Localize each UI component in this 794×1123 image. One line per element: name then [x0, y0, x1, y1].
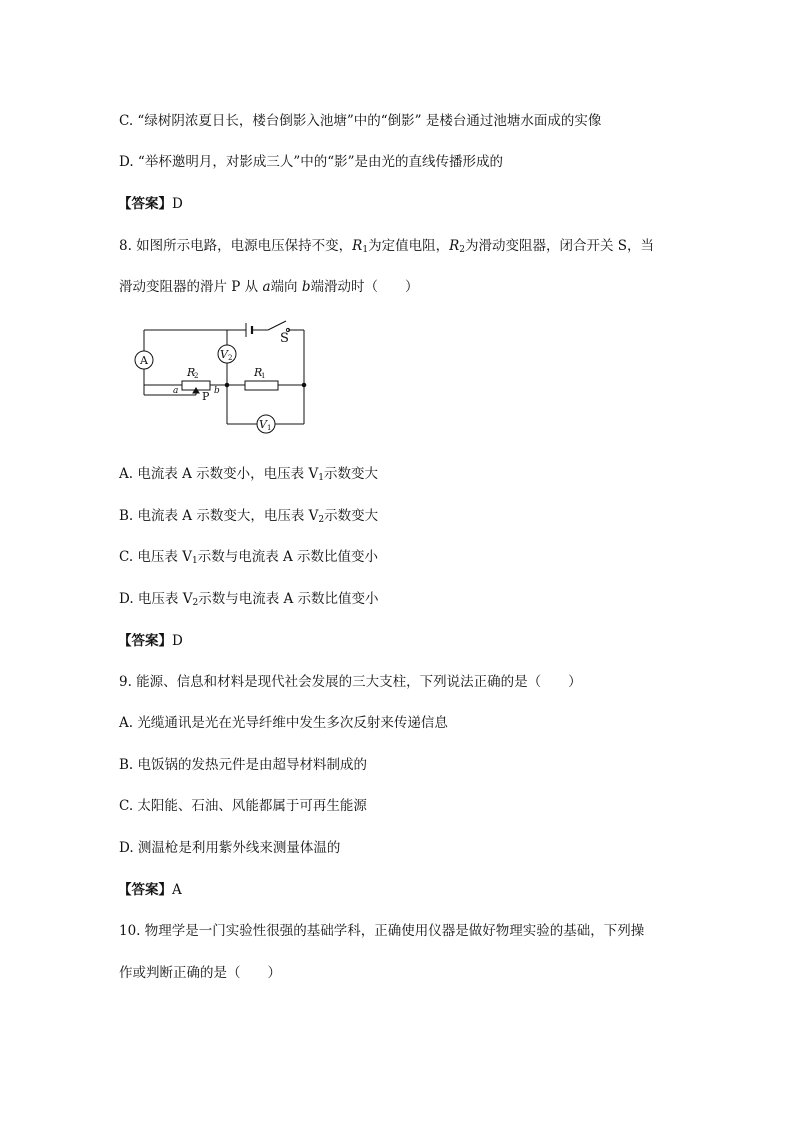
q9-option-b: B. 电饭锅的发热元件是由超导材料制成的 [119, 757, 368, 773]
q10-stem-line1: 10. 物理学是一门实验性很强的基础学科，正确使用仪器是做好物理实验的基础，下列操 [119, 923, 645, 939]
r1-resistor [245, 381, 278, 390]
r2-subscript: 2 [194, 372, 199, 380]
option-text: A. 电流表 A 示数变小，电压表 V [119, 466, 319, 482]
end-b-symbol: b [301, 279, 311, 295]
q8-option-b [119, 504, 378, 524]
circuit-diagram [130, 318, 310, 436]
option-subscript: 2 [318, 515, 325, 525]
option-subscript: 1 [191, 556, 198, 566]
option-subscript: 1 [318, 473, 324, 483]
v2-label: V [220, 348, 228, 361]
ammeter-label: A [140, 354, 148, 367]
option-text: C. 电压表 V [119, 549, 192, 565]
q8-text: 端滑动时（ ） [310, 279, 419, 295]
slider-label: P [202, 390, 210, 403]
option-subscript: 2 [192, 598, 199, 608]
option-text: D. 电压表 V [119, 591, 193, 607]
r1-label: R [254, 366, 263, 379]
v2-subscript: 2 [228, 354, 233, 362]
r2-label: R [187, 366, 196, 379]
option-text: 示数变大 [324, 508, 379, 524]
r2-subscript: 2 [459, 245, 465, 255]
q9-option-c: C. 太阳能、石油、风能都属于可再生能源 [119, 798, 367, 814]
switch-blade [268, 321, 286, 330]
answer-value: D [172, 196, 183, 212]
answer-label: 【答案】 [118, 633, 172, 649]
end-a-label: a [173, 386, 179, 396]
r1-subscript: 1 [261, 372, 266, 380]
q8-option-d [119, 587, 379, 607]
switch-label: S [280, 331, 289, 346]
r1-subscript: 1 [362, 245, 369, 255]
q7-option-c: C. “绿树阴浓夏日长，楼台倒影入池塘”中的“倒影” 是楼台通过池塘水面成的实像 [119, 113, 602, 129]
answer-value: A [172, 882, 182, 898]
q8-text: 滑动变阻器的滑片 P 从 [119, 279, 263, 295]
option-text: 示数与电流表 A 示数比值变小 [198, 591, 379, 607]
end-b-label: b [214, 386, 220, 396]
q8-option-c [119, 545, 378, 565]
q8-text: 为定值电阻， [368, 238, 450, 254]
junction-node [302, 383, 306, 387]
answer-label: 【答案】 [118, 196, 172, 212]
option-text: 示数变大 [323, 466, 378, 482]
q9-option-a: A. 光缆通讯是光在光导纤维中发生多次反射来传递信息 [119, 715, 448, 731]
v1-subscript: 1 [267, 424, 272, 432]
q8-text: 8. 如图所示电路，电源电压保持不变， [119, 238, 353, 254]
q9-answer [118, 878, 182, 898]
q9-stem: 9. 能源、信息和材料是现代社会发展的三大支柱，下列说法正确的是（ ） [119, 674, 582, 690]
option-text: 示数与电流表 A 示数比值变小 [197, 549, 379, 565]
end-a-symbol: a [262, 279, 271, 295]
q8-stem-line2 [119, 275, 418, 295]
q8-answer [118, 629, 183, 649]
q9-option-d: D. 测温枪是利用紫外线来测量体温的 [119, 840, 341, 856]
q8-option-a [119, 462, 378, 482]
q8-text: 为滑动变阻器，闭合开关 S，当 [464, 238, 655, 254]
v1-label: V [259, 418, 267, 431]
answer-value: D [172, 633, 183, 649]
r1-symbol: R [352, 238, 363, 254]
answer-label: 【答案】 [118, 882, 172, 898]
r2-symbol: R [449, 238, 460, 254]
q10-stem-line2: 作或判断正确的是（ ） [119, 965, 281, 981]
q8-stem-line1 [119, 234, 654, 254]
q8-text: 端向 [270, 279, 302, 295]
option-text: B. 电流表 A 示数变大，电压表 V [119, 508, 319, 524]
q7-answer [118, 192, 183, 212]
q7-option-d: D. “举杯邀明月，对影成三人”中的“影”是由光的直线传播形成的 [119, 154, 504, 170]
